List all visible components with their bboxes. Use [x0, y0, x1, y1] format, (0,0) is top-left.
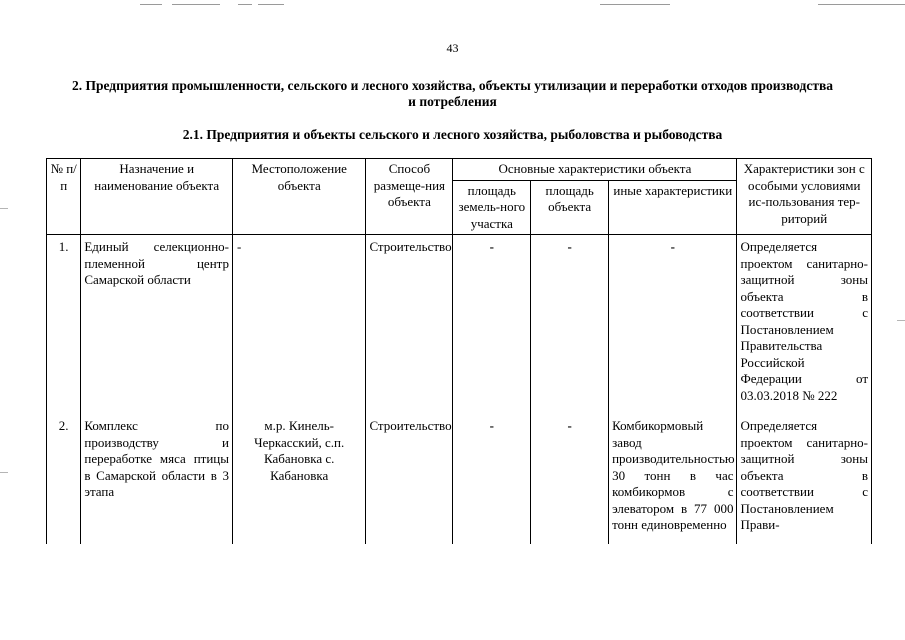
cell-num: 2. [47, 414, 81, 544]
scan-artifact-margin [0, 208, 8, 209]
objects-table [46, 158, 872, 544]
cell-name: Комплекс по производству и переработке мяса птицы в Самарской области в 3 этапа [81, 414, 233, 544]
cell-object-area: - [531, 235, 609, 415]
cell-location: м.р. Кинель-Черкасский, с.п. Кабановка с. Кабановка [233, 414, 366, 544]
cell-land-area: - [453, 414, 531, 544]
header-num: № п/п [47, 159, 81, 235]
header-land-area: площадь земель-ного участка [453, 180, 531, 235]
cell-other: - [609, 235, 737, 415]
cell-location: - [233, 235, 366, 415]
scan-artifact-margin [897, 320, 905, 321]
cell-other: Комбикормовый завод производительностью 30 тонн в час комбикормов с элеватором в 77 000 тонн единовременно [609, 414, 737, 544]
cell-land-area: - [453, 235, 531, 415]
header-location: Местоположение объекта [233, 159, 366, 235]
cell-name: Единый селекционно-племенной центр Самарской области [81, 235, 233, 415]
cell-zones: Определяется проектом санитарно-защитной зоны объекта в соответствии с Постановлением Правительства Российской Федерации от 03.03.2018 № 222 [737, 235, 872, 415]
cell-placement: Строительство [366, 414, 453, 544]
header-object-area: площадь объекта [531, 180, 609, 235]
section-title: 2. Предприятия промышленности, сельского и лесного хозяйства, объекты утилизации и переработки отходов производства и потребления [71, 78, 834, 109]
subsection-title: 2.1. Предприятия и объекты сельского и лесного хозяйства, рыболовства и рыбоводства [182, 127, 723, 142]
cell-zones: Определяется проектом санитарно-защитной зоны объекта в соответствии с Постановлением Прави- [737, 414, 872, 544]
header-name: Назначение и наименование объекта [81, 159, 233, 235]
header-zones: Характеристики зон с особыми условиями ис-пользования тер-риторий [737, 159, 872, 235]
table-header-row [47, 159, 872, 181]
cell-num: 1. [47, 235, 81, 415]
table-row [47, 235, 872, 415]
header-other: иные характеристики [609, 180, 737, 235]
scan-artifact-margin [0, 472, 8, 473]
page-number: 43 [446, 41, 459, 55]
header-placement: Способ размеще-ния объекта [366, 159, 453, 235]
table-row [47, 414, 872, 544]
cell-object-area: - [531, 414, 609, 544]
cell-placement: Строительство [366, 235, 453, 415]
scan-artifact-top [0, 2, 905, 8]
header-main-characteristics: Основные характеристики объекта [453, 159, 737, 181]
